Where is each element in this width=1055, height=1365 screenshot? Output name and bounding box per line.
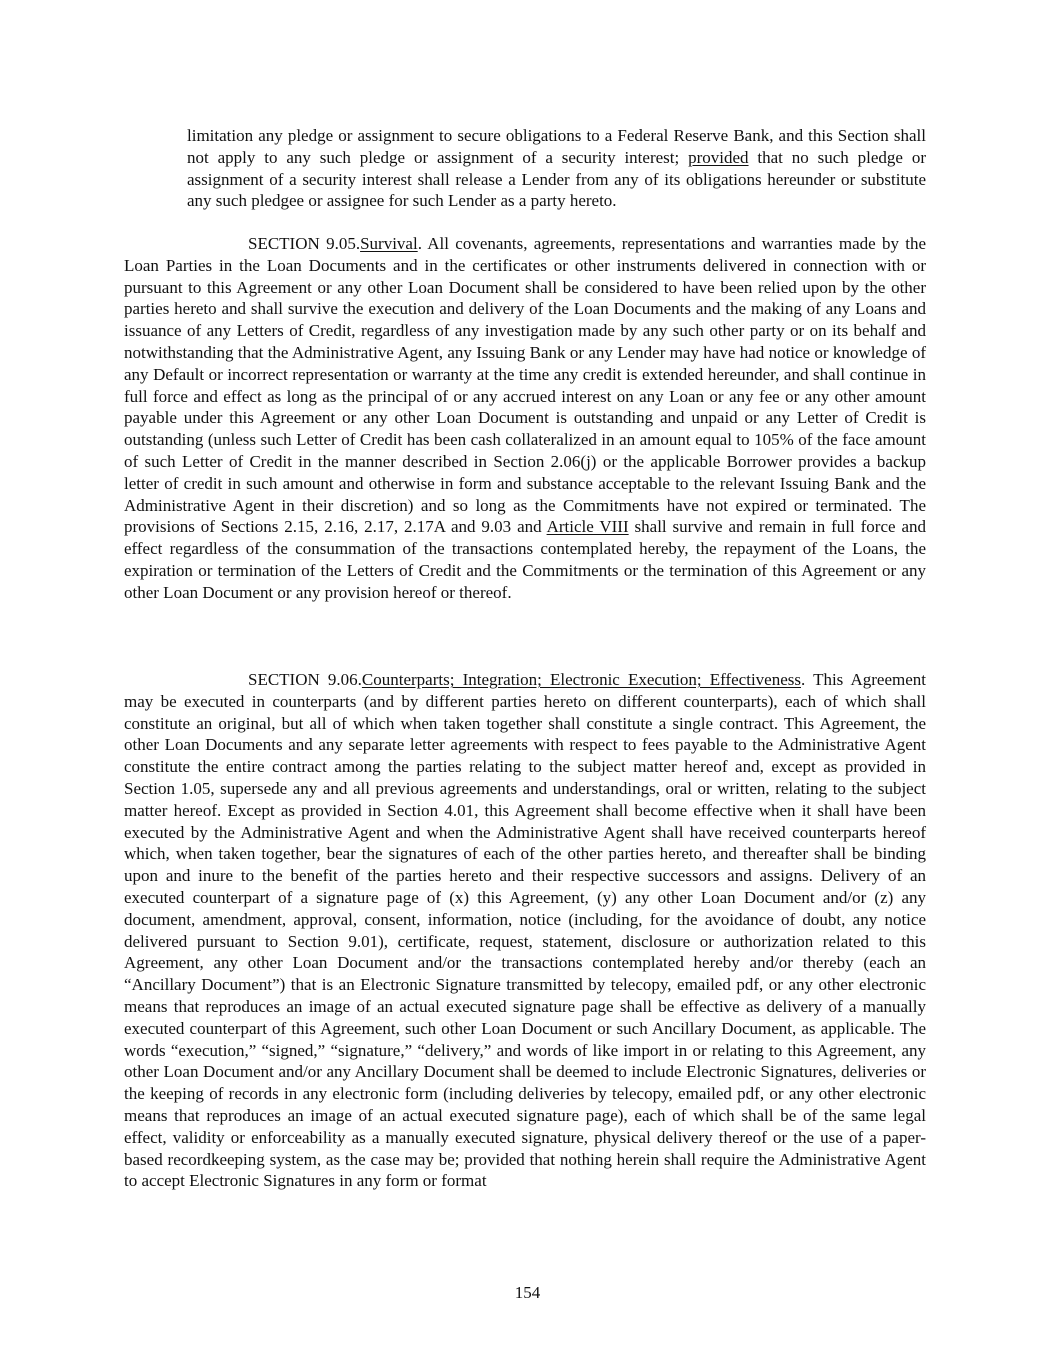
section-9-06-text: . This Agreement may be executed in counterparts (and by different parties hereto on different counterparts), each of which shall constitute an original, but all of which when taken together shall constitute a single contract. This Agreement, the other Loan Documents and any separate letter agreements with respect to fees payable to the Administrative Agent constitute the entire contract among the parties relating to the subject matter hereof and, except as provided in Section 1.05, supersede any and all previous agreements and understandings, oral or written, relating to the subject matter hereof. Except as provided in Section 4.01, this Agreement shall become effective when it shall have been executed by the Administrative Agent and when the Administrative Agent shall have received counterparts hereof which, when taken together, bear the signatures of each of the other parties hereto, and thereafter shall be binding upon and inure to the benefit of the parties hereto and their respective successors and assigns. Delivery of an executed counterpart of a signature page of (x) this Agreement, (y) any other Loan Document and/or (z) any document, amendment, approval, consent, information, notice (including, for the avoidance of doubt, any notice delivered pursuant to Section 9.01), certificate, request, statement, disclosure or authorization related to this Agreement, any other Loan Document and/or the transactions contemplated hereby and/or thereby (each an “Ancillary Document”) that is an Electronic Signature transmitted by telecopy, emailed pdf, or any other electronic means that reproduces an image of an actual executed signature page shall be effective as delivery of a manually executed counterpart of this Agreement, such other Loan Document or such Ancillary Document, as applicable. The words “execution,” “signed,” “signature,” “delivery,” and words of like import in or relating to this Agreement, any other Loan Document and/or any Ancillary Document shall be deemed to include Electronic Signatures, deliveries or the keeping of records in any electronic form (including deliveries by telecopy, emailed pdf, or any other electronic means that reproduces an image of an actual executed signature page), each of which shall be of the same legal effect, validity or enforceability as a manually executed signature, physical delivery thereof or the use of a paper-based recordkeeping system, as the case may be; provided that nothing herein shall require the Administrative Agent to accept Electronic Signatures in any form or format [124,670,926,1191]
section-9-06-number: SECTION 9.06. [248,670,362,689]
section-9-06-title: Counterparts; Integration; Electronic Execution; Effectiveness [361,670,801,689]
section-9-05-text-2: shall survive and remain in full force and effect regardless of the consummation of the transactions contemplated hereby, the repayment of the Loans, the expiration or termination of the Letters of Credit and the Commitments or the termination of this Agreement or any other Loan Document or any provision hereof or thereof. [124,517,927,602]
continuation-text-before: limitation any pledge or assignment to secure obligations to a Federal Reserve Bank, and this Section shall not apply to any such pledge or assignment of a security interest; [187,126,926,167]
continuation-text-after: that no such pledge or assignment of a security interest shall release a Lender from any of its obligations hereunder or substitute any such pledgee or assignee for such Lender as a party hereto. [187,147,926,211]
section-9-05-paragraph [124,233,926,604]
continuation-paragraph [187,125,926,212]
section-9-05-text-1: . All covenants, agreements, representations and warranties made by the Loan Parties in the Loan Documents and in the certificates or other instruments delivered in connection with or pursuant to this Agreement or any other Loan Document shall be considered to have been relied upon by the other parties hereto and shall survive the execution and delivery of the Loan Documents and the making of any Loans and issuance of any Letters of Credit, regardless of any investigation made by any such other party or on its behalf and notwithstanding that the Administrative Agent, any Issuing Bank or any Lender may have had notice or knowledge of any Default or incorrect representation or warranty at the time any credit is extended hereunder, and shall continue in full force and effect as long as the principal of or any accrued interest on any Loan or any fee or any other amount payable under this Agreement or any other Loan Document is outstanding and unpaid or any Letter of Credit is outstanding (unless such Letter of Credit has been cash collateralized in an amount equal to 105% of the face amount of such Letter of Credit in the manner described in Section 2.06(j) or the applicable Borrower provides a backup letter of credit in such amount and otherwise in form and substance acceptable to the relevant Issuing Bank and the Administrative Agent in their discretion) and so long as the Commitments have not expired or terminated. The provisions of Sections 2.15, 2.16, 2.17, 2.17A and 9.03 and [124,234,927,537]
section-9-05-title: Survival [360,234,418,253]
provided-term: provided [688,147,749,167]
page-number: 154 [514,1283,541,1302]
section-9-06-paragraph [124,669,926,1192]
article-viii-reference: Article VIII [546,517,629,537]
section-9-05-number: SECTION 9.05. [248,234,361,253]
